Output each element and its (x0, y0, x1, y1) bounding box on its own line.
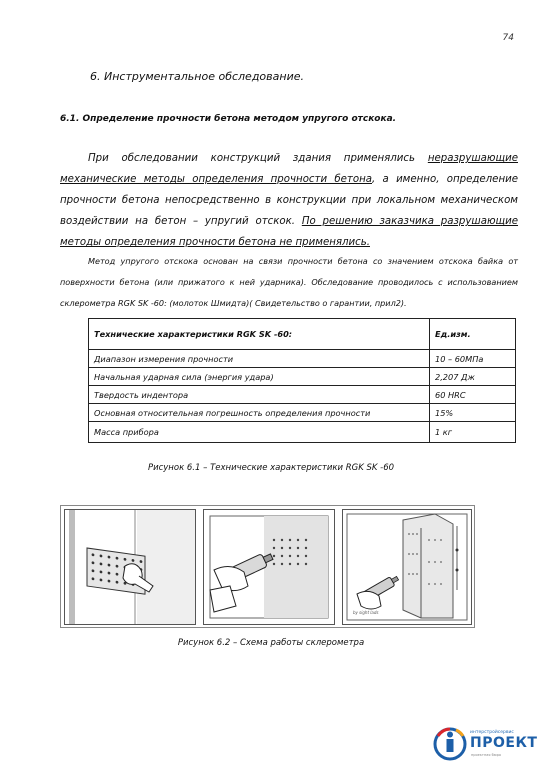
paragraph-main (60, 148, 518, 253)
table-cell: 10 – 60МПа (430, 350, 516, 368)
figure-panel-2 (203, 509, 335, 625)
section-title: 6. Инструментальное обследование. (90, 70, 304, 83)
sclerometer-figure (60, 505, 475, 628)
subsection-title: 6.1. Определение прочности бетона методом упругого отскока. (60, 114, 397, 124)
specs-table (88, 318, 516, 443)
figure-caption-1: Рисунок 6.1 – Технические характеристики RGK SK -60 (147, 463, 395, 473)
table-row (89, 386, 516, 404)
table-row (89, 404, 516, 422)
paragraph-method (60, 251, 518, 314)
paragraph-main-underline2: По решению заказчика разрушающие методы определения прочности бетона не применялись. (60, 216, 519, 248)
wall-plate-illustration (65, 510, 195, 624)
table-cell: Основная относительная погрешность определения прочности (89, 404, 430, 422)
logo-emblem-icon (430, 722, 470, 762)
table-cell: Диапазон измерения прочности (89, 350, 430, 368)
figure-panel-1 (64, 509, 196, 625)
figure-small-label: by sight lads (353, 610, 379, 615)
paragraph-main-part2: , а именно, определение прочности бетона непосредственно в конструкции при локальном механическом воздействии на бетон – упругий отскок. (60, 174, 518, 227)
table-cell: Масса прибора (89, 422, 430, 443)
sclerometer-use-illustration (204, 510, 334, 624)
paragraph-main-underline1: неразрушающие механические методы определения прочности бетона (60, 153, 518, 185)
table-cell: 15% (430, 404, 516, 422)
table-cell: Начальная ударная сила (энергия удара) (89, 368, 430, 386)
table-row (89, 350, 516, 368)
paragraph-main-part1: При обследовании конструкций здания применялись (88, 153, 428, 164)
table-header-row (89, 319, 516, 350)
table-row (89, 422, 516, 443)
table-cell: 60 HRC (430, 386, 516, 404)
page-number: 74 (502, 33, 514, 43)
logo-wordmark: ПРОЕКТ (470, 735, 538, 751)
table-header-cell: Ед.изм. (430, 319, 516, 350)
figure-caption-2: Рисунок 6.2 – Схема работы склерометра (177, 638, 365, 648)
figure-panel-3 (342, 509, 472, 625)
table-row (89, 368, 516, 386)
paragraph-method-text: Метод упругого отскока основан на связи прочности бетона со значением отскока байка от поверхности бетона (или прижатого к ней ударника). Обследование проводилось с использованием склерометра RGK SK -60: (молоток Шмидта)( Свидетельство о гарантии, прил2). (60, 256, 518, 308)
table-cell: 2,207 Дж (430, 368, 516, 386)
column-test-illustration (343, 510, 471, 624)
table-cell: Твердость индентора (89, 386, 430, 404)
logo-top-text: интерстройсервис (470, 730, 514, 735)
table-header-cell: Технические характеристики RGK SK -60: (89, 319, 430, 350)
logo-bottom-text: проектная бюро (471, 753, 502, 757)
table-cell: 1 кг (430, 422, 516, 443)
